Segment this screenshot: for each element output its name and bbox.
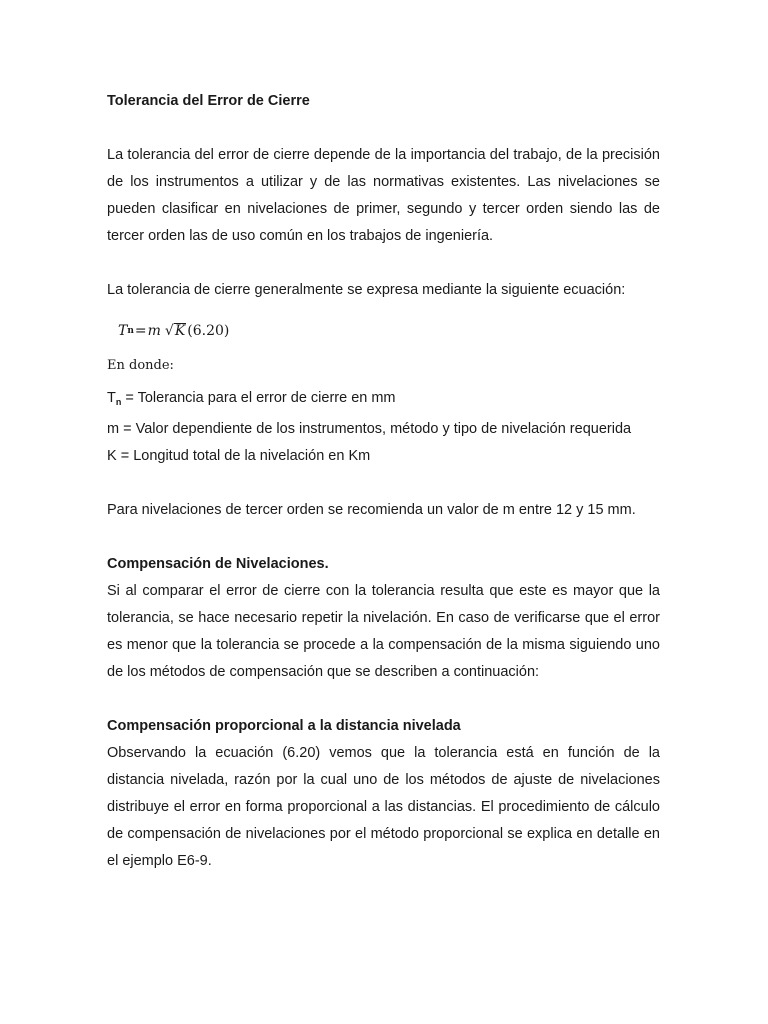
section-title-compensation: Compensación de Nivelaciones. bbox=[107, 556, 329, 572]
sqrt-symbol: √ bbox=[164, 323, 174, 339]
definition-symbol: K bbox=[107, 448, 117, 464]
definition-tn bbox=[107, 385, 660, 416]
section-title-tolerance: Tolerancia del Error de Cierre bbox=[107, 93, 310, 109]
definition-m bbox=[107, 416, 660, 443]
section-title-proportional: Compensación proporcional a la distancia nivelada bbox=[107, 718, 461, 734]
equation-radicand: K bbox=[174, 323, 186, 339]
document-page bbox=[107, 88, 660, 875]
paragraph-compensation: Si al comparar el error de cierre con la tolerancia resulta que este es mayor que la tolerancia, se hace necesario repetir la nivelación. En caso de verificarse que el error es menor que la tolerancia se procede a la compensación de la misma siguiendo uno de los métodos de compensación que se describen a continuación: bbox=[107, 583, 660, 680]
definition-text: = Longitud total de la nivelación en Km bbox=[116, 448, 371, 464]
paragraph-equation-intro: La tolerancia de cierre generalmente se expresa mediante la siguiente ecuación: bbox=[107, 282, 626, 298]
equation-reference: (6.20) bbox=[187, 323, 230, 339]
paragraph-tolerance: La tolerancia del error de cierre depende de la importancia del trabajo, de la precisión de los instrumentos a utilizar y de las normativas existentes. Las nivelaciones se pueden clasificar en nivelaciones de primer, segundo y tercer orden siendo las de tercer orden las de uso común en los trabajos de ingeniería. bbox=[107, 147, 660, 244]
where-label: En donde: bbox=[107, 358, 174, 373]
definition-symbol: T bbox=[107, 390, 116, 406]
paragraph-recommendation: Para nivelaciones de tercer orden se recomienda un valor de m entre 12 y 15 mm. bbox=[107, 502, 636, 518]
equation-subscript: n bbox=[127, 326, 134, 336]
definition-k bbox=[107, 443, 660, 470]
equation-coefficient: m bbox=[147, 323, 161, 339]
equation-tolerance bbox=[107, 316, 660, 346]
definition-text: = Tolerancia para el error de cierre en mm bbox=[121, 390, 396, 406]
equation-symbol: T bbox=[118, 323, 128, 339]
paragraph-proportional: Observando la ecuación (6.20) vemos que la tolerancia está en función de la distancia nivelada, razón por la cual uno de los métodos de ajuste de nivelaciones distribuye el error en forma proporcional a las distancias. El procedimiento de cálculo de compensación de nivelaciones por el método proporcional se explica en detalle en el ejemplo E6-9. bbox=[107, 745, 660, 869]
definitions-list bbox=[107, 385, 660, 470]
definition-symbol: m bbox=[107, 421, 120, 437]
definition-subscript: n bbox=[115, 397, 122, 407]
definition-text: = Valor dependiente de los instrumentos, método y tipo de nivelación requerida bbox=[119, 421, 632, 437]
equation-equals: = bbox=[134, 323, 147, 339]
